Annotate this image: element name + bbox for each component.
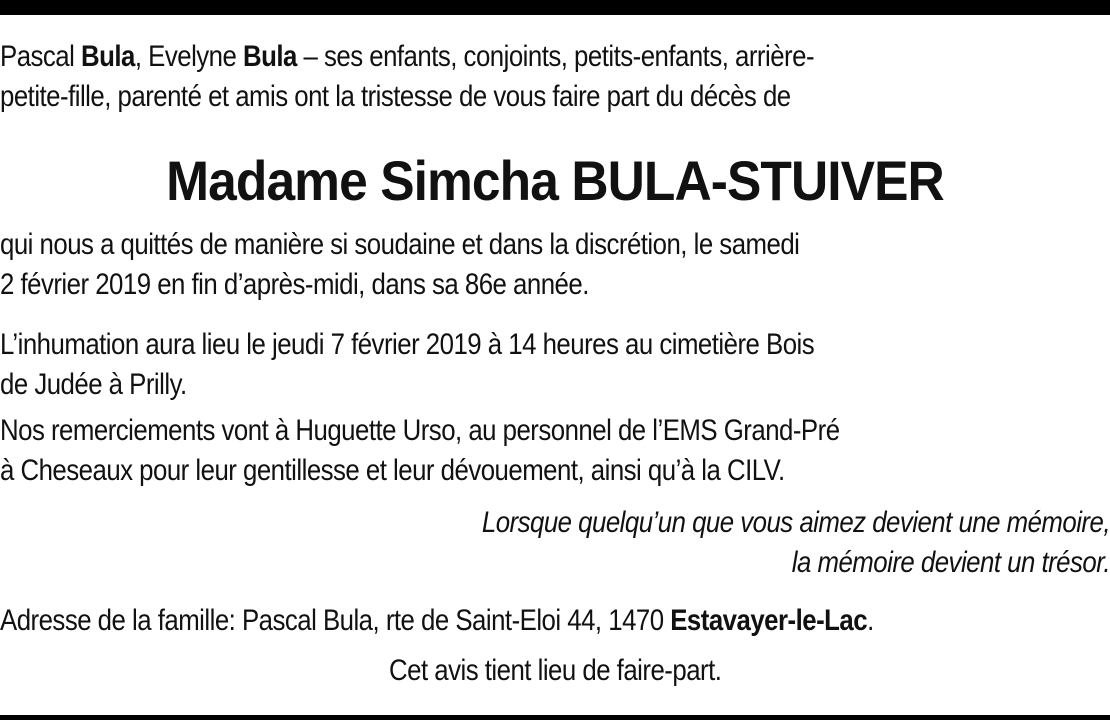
quote xyxy=(1,506,1110,586)
address-line xyxy=(0,604,1109,644)
quote-line-2: la mémoire devient un trésor. xyxy=(791,546,1110,579)
death-line-1: qui nous a quittés de manière si soudaine et dans la discrétion, le samedi xyxy=(0,228,800,261)
intro-text: Pascal xyxy=(0,40,82,73)
thanks-paragraph xyxy=(0,414,1109,494)
closing-paragraph xyxy=(0,654,1110,694)
family-name-1: Bula xyxy=(81,40,135,73)
thanks-line-1: Nos remerciements vont à Huguette Urso, au personnel de l’EMS Grand-Pré xyxy=(0,414,840,447)
burial-paragraph xyxy=(0,328,1109,408)
bottom-border xyxy=(0,715,1110,720)
quote-line-1: Lorsque quelqu’un que vous aimez devient une mémoire, xyxy=(481,506,1110,539)
intro-line-1 xyxy=(0,40,1109,80)
intro-paragraph xyxy=(0,40,1109,120)
intro-line-2: petite-fille, parenté et amis ont la tristesse de vous faire part du décès de xyxy=(0,80,791,113)
death-paragraph xyxy=(0,228,1109,308)
intro-text: , Evelyne xyxy=(134,40,243,73)
top-border xyxy=(0,0,1110,15)
burial-line-2: de Judée à Prilly. xyxy=(0,368,187,401)
address-paragraph xyxy=(0,604,1109,644)
address-text: Adresse de la famille: Pascal Bula, rte de Saint-Eloi 44, 1470 xyxy=(0,604,671,637)
address-end: . xyxy=(867,604,874,637)
deceased-name: Madame Simcha BULA-STUIVER xyxy=(166,149,944,212)
family-name-2: Bula xyxy=(242,40,297,73)
burial-line-1: L’inhumation aura lieu le jeudi 7 février 2019 à 14 heures au cimetière Bois xyxy=(0,328,815,361)
closing-line: Cet avis tient lieu de faire-part. xyxy=(388,654,722,687)
thanks-line-2: à Cheseaux pour leur gentillesse et leur dévouement, ainsi qu’à la CILV. xyxy=(0,454,785,487)
address-city: Estavayer-le-Lac xyxy=(670,604,868,637)
intro-text: – ses enfants, conjoints, petits-enfants, arrière- xyxy=(296,40,815,73)
death-line-2: 2 février 2019 en fin d’après-midi, dans sa 86e année. xyxy=(0,268,589,301)
